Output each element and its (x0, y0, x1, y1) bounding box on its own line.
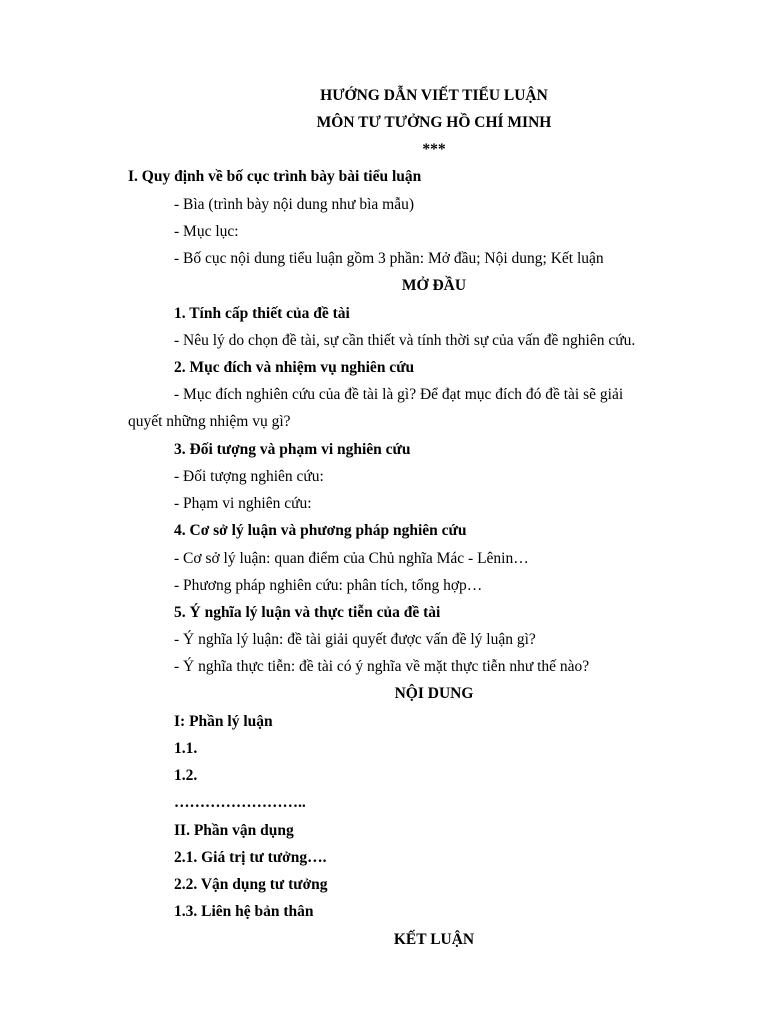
noi-dung-dots: …………………….. (174, 794, 306, 811)
section1-item-cover: - Bìa (trình bày nội dung như bìa mẫu) (174, 196, 414, 213)
mo-dau-sub2-text-line2: quyết những nhiệm vụ gì? (128, 413, 291, 430)
noi-dung-part2-item1: 2.1. Giá trị tư tưởng…. (174, 849, 327, 866)
section1-item-structure: - Bố cục nội dung tiểu luận gồm 3 phần: Mở đầu; Nội dung; Kết luận (174, 250, 604, 267)
mo-dau-sub3-title: 3. Đối tượng và phạm vi nghiên cứu (174, 441, 411, 458)
document-title-line2: MÔN TƯ TƯỞNG HỒ CHÍ MINH (316, 114, 552, 131)
mo-dau-sub5-item2: - Ý nghĩa thực tiễn: đề tài có ý nghĩa về mặt thực tiễn như thế nào? (174, 658, 590, 675)
mo-dau-sub3-item1: - Đối tượng nghiên cứu: (174, 468, 324, 485)
noi-dung-part2-item2: 2.2. Vận dụng tư tưởng (174, 876, 328, 893)
noi-dung-part1-item2: 1.2. (174, 767, 198, 784)
noi-dung-heading: NỘI DUNG (394, 685, 474, 702)
noi-dung-part2-title: II. Phần vận dụng (174, 822, 294, 839)
document-title-line1: HƯỚNG DẪN VIẾT TIỂU LUẬN (320, 87, 548, 104)
section1-item-toc: - Mục lục: (174, 223, 239, 240)
mo-dau-heading: MỞ ĐẦU (401, 277, 467, 294)
noi-dung-part2-item3: 1.3. Liên hệ bản thân (174, 903, 314, 920)
noi-dung-part1-title: I: Phần lý luận (174, 713, 273, 730)
section1-heading: I. Quy định về bố cục trình bày bài tiểu luận (128, 168, 422, 185)
mo-dau-sub5-item1: - Ý nghĩa lý luận: đề tài giải quyết được vấn đề lý luận gì? (174, 631, 536, 648)
mo-dau-sub4-title: 4. Cơ sở lý luận và phương pháp nghiên cứu (174, 522, 467, 539)
mo-dau-sub4-item2: - Phương pháp nghiên cứu: phân tích, tổng hợp… (174, 577, 483, 594)
mo-dau-sub2-title: 2. Mục đích và nhiệm vụ nghiên cứu (174, 359, 415, 376)
noi-dung-part1-item1: 1.1. (174, 740, 198, 757)
mo-dau-sub2-text-line1: - Mục đích nghiên cứu của đề tài là gì? Để đạt mục đích đó đề tài sẽ giải (174, 386, 624, 403)
ket-luan-heading: KẾT LUẬN (393, 931, 475, 948)
mo-dau-sub4-item1: - Cơ sở lý luận: quan điểm của Chủ nghĩa Mác - Lênin… (174, 550, 529, 567)
mo-dau-sub5-title: 5. Ý nghĩa lý luận và thực tiễn của đề tài (174, 604, 441, 621)
title-stars-separator: *** (422, 141, 446, 158)
mo-dau-sub1-title: 1. Tính cấp thiết của đề tài (174, 305, 350, 322)
mo-dau-sub1-text: - Nêu lý do chọn đề tài, sự cần thiết và tính thời sự của vấn đề nghiên cứu. (174, 332, 636, 349)
mo-dau-sub3-item2: - Phạm vi nghiên cứu: (174, 495, 312, 512)
